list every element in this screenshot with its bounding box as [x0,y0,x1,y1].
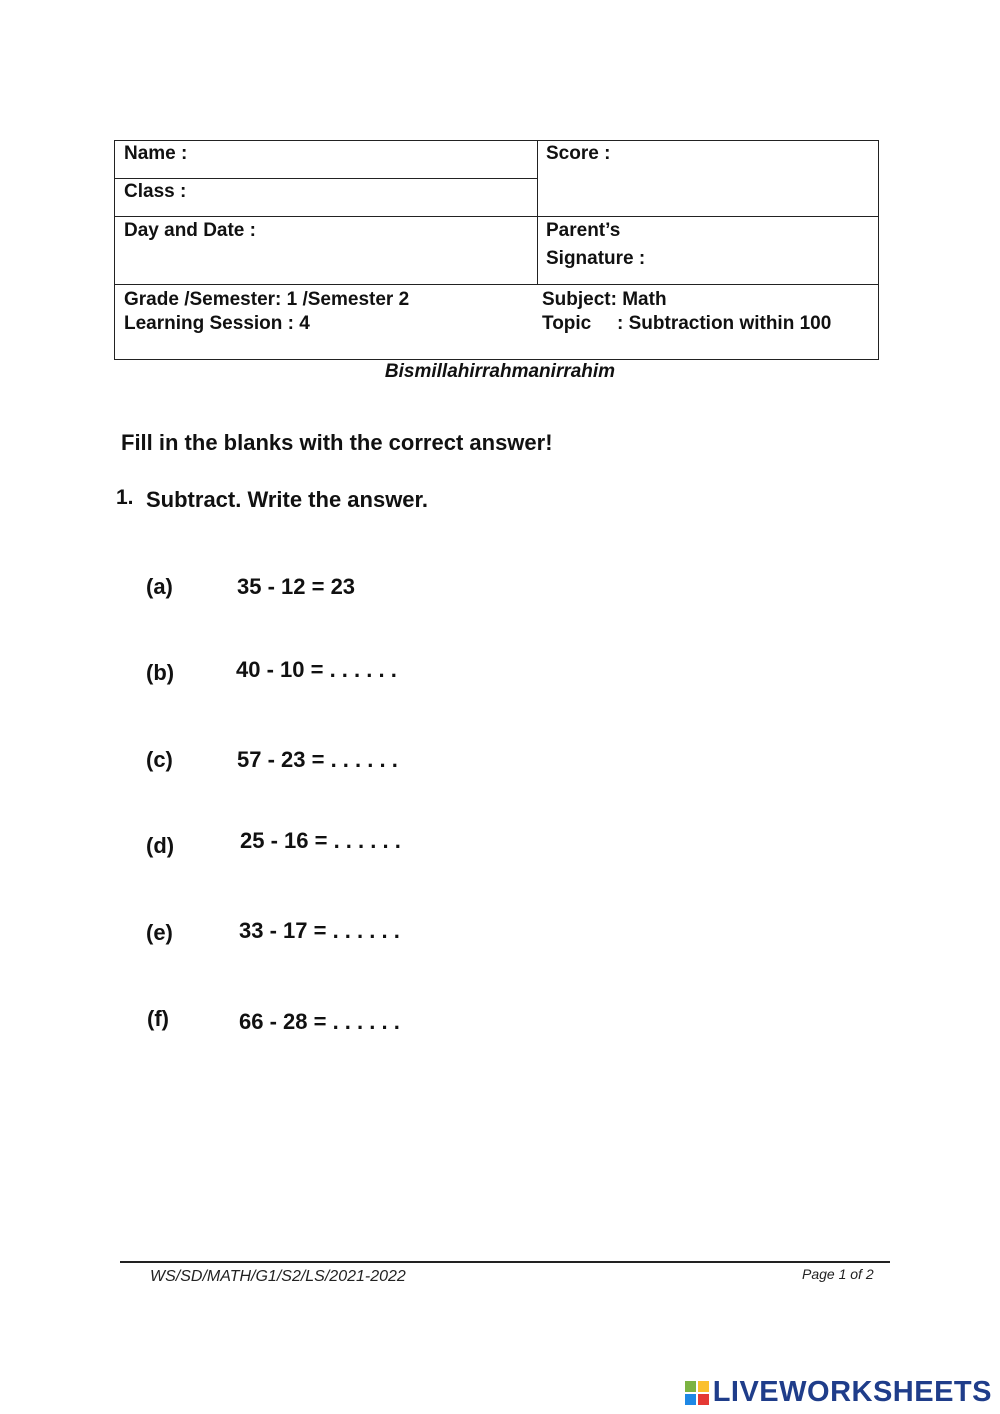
brand-name: LIVEWORKSHEETS [712,1376,992,1408]
table-row-divider-grade [114,284,879,285]
subject: Subject: Math [542,289,667,310]
learning-session: Learning Session : 4 [124,313,310,334]
problem-label-a: (a) [146,574,173,599]
problem-label-b: (b) [146,660,175,685]
footer-rule [120,1261,890,1263]
footer-page-number: Page 1 of 2 [802,1266,874,1282]
problem-expression-e[interactable]: 33 - 17 = . . . . . . [239,918,400,943]
grade-semester: Grade /Semester: 1 /Semester 2 [124,289,410,310]
table-row-divider-date [114,216,879,217]
liveworksheets-brand[interactable] [684,1376,992,1409]
problem-expression-c[interactable]: 57 - 23 = . . . . . . [237,747,398,772]
instruction-heading: Fill in the blanks with the correct answer! [121,430,553,455]
signature-field: Signature : [546,248,646,269]
score-field: Score : [546,143,611,164]
problem-label-e: (e) [146,920,173,945]
topic-value: : Subtraction within 100 [617,313,832,334]
parents-label: Parent’s [546,220,621,241]
topic-label: Topic [542,313,592,334]
problem-label-d: (d) [146,833,175,858]
question-number: 1. [116,486,134,509]
table-vertical-divider [537,140,538,284]
bismillah-text: Bismillahirrahmanirrahim [384,361,616,382]
problem-expression-d[interactable]: 25 - 16 = . . . . . . [240,828,401,853]
day-date-field: Day and Date : [124,220,256,241]
problem-expression-a: 35 - 12 = 23 [237,574,356,599]
problem-label-c: (c) [146,747,173,772]
problem-expression-b[interactable]: 40 - 10 = . . . . . . [236,657,397,682]
class-field: Class : [124,181,187,202]
liveworksheets-logo-icon [684,1380,710,1406]
name-field: Name : [124,143,188,164]
problem-label-f: (f) [147,1006,169,1031]
problem-expression-f[interactable]: 66 - 28 = . . . . . . [239,1009,400,1034]
footer-document-code: WS/SD/MATH/G1/S2/LS/2021-2022 [150,1268,406,1285]
table-row-divider-name-class [114,178,538,179]
question-text: Subtract. Write the answer. [146,487,429,512]
